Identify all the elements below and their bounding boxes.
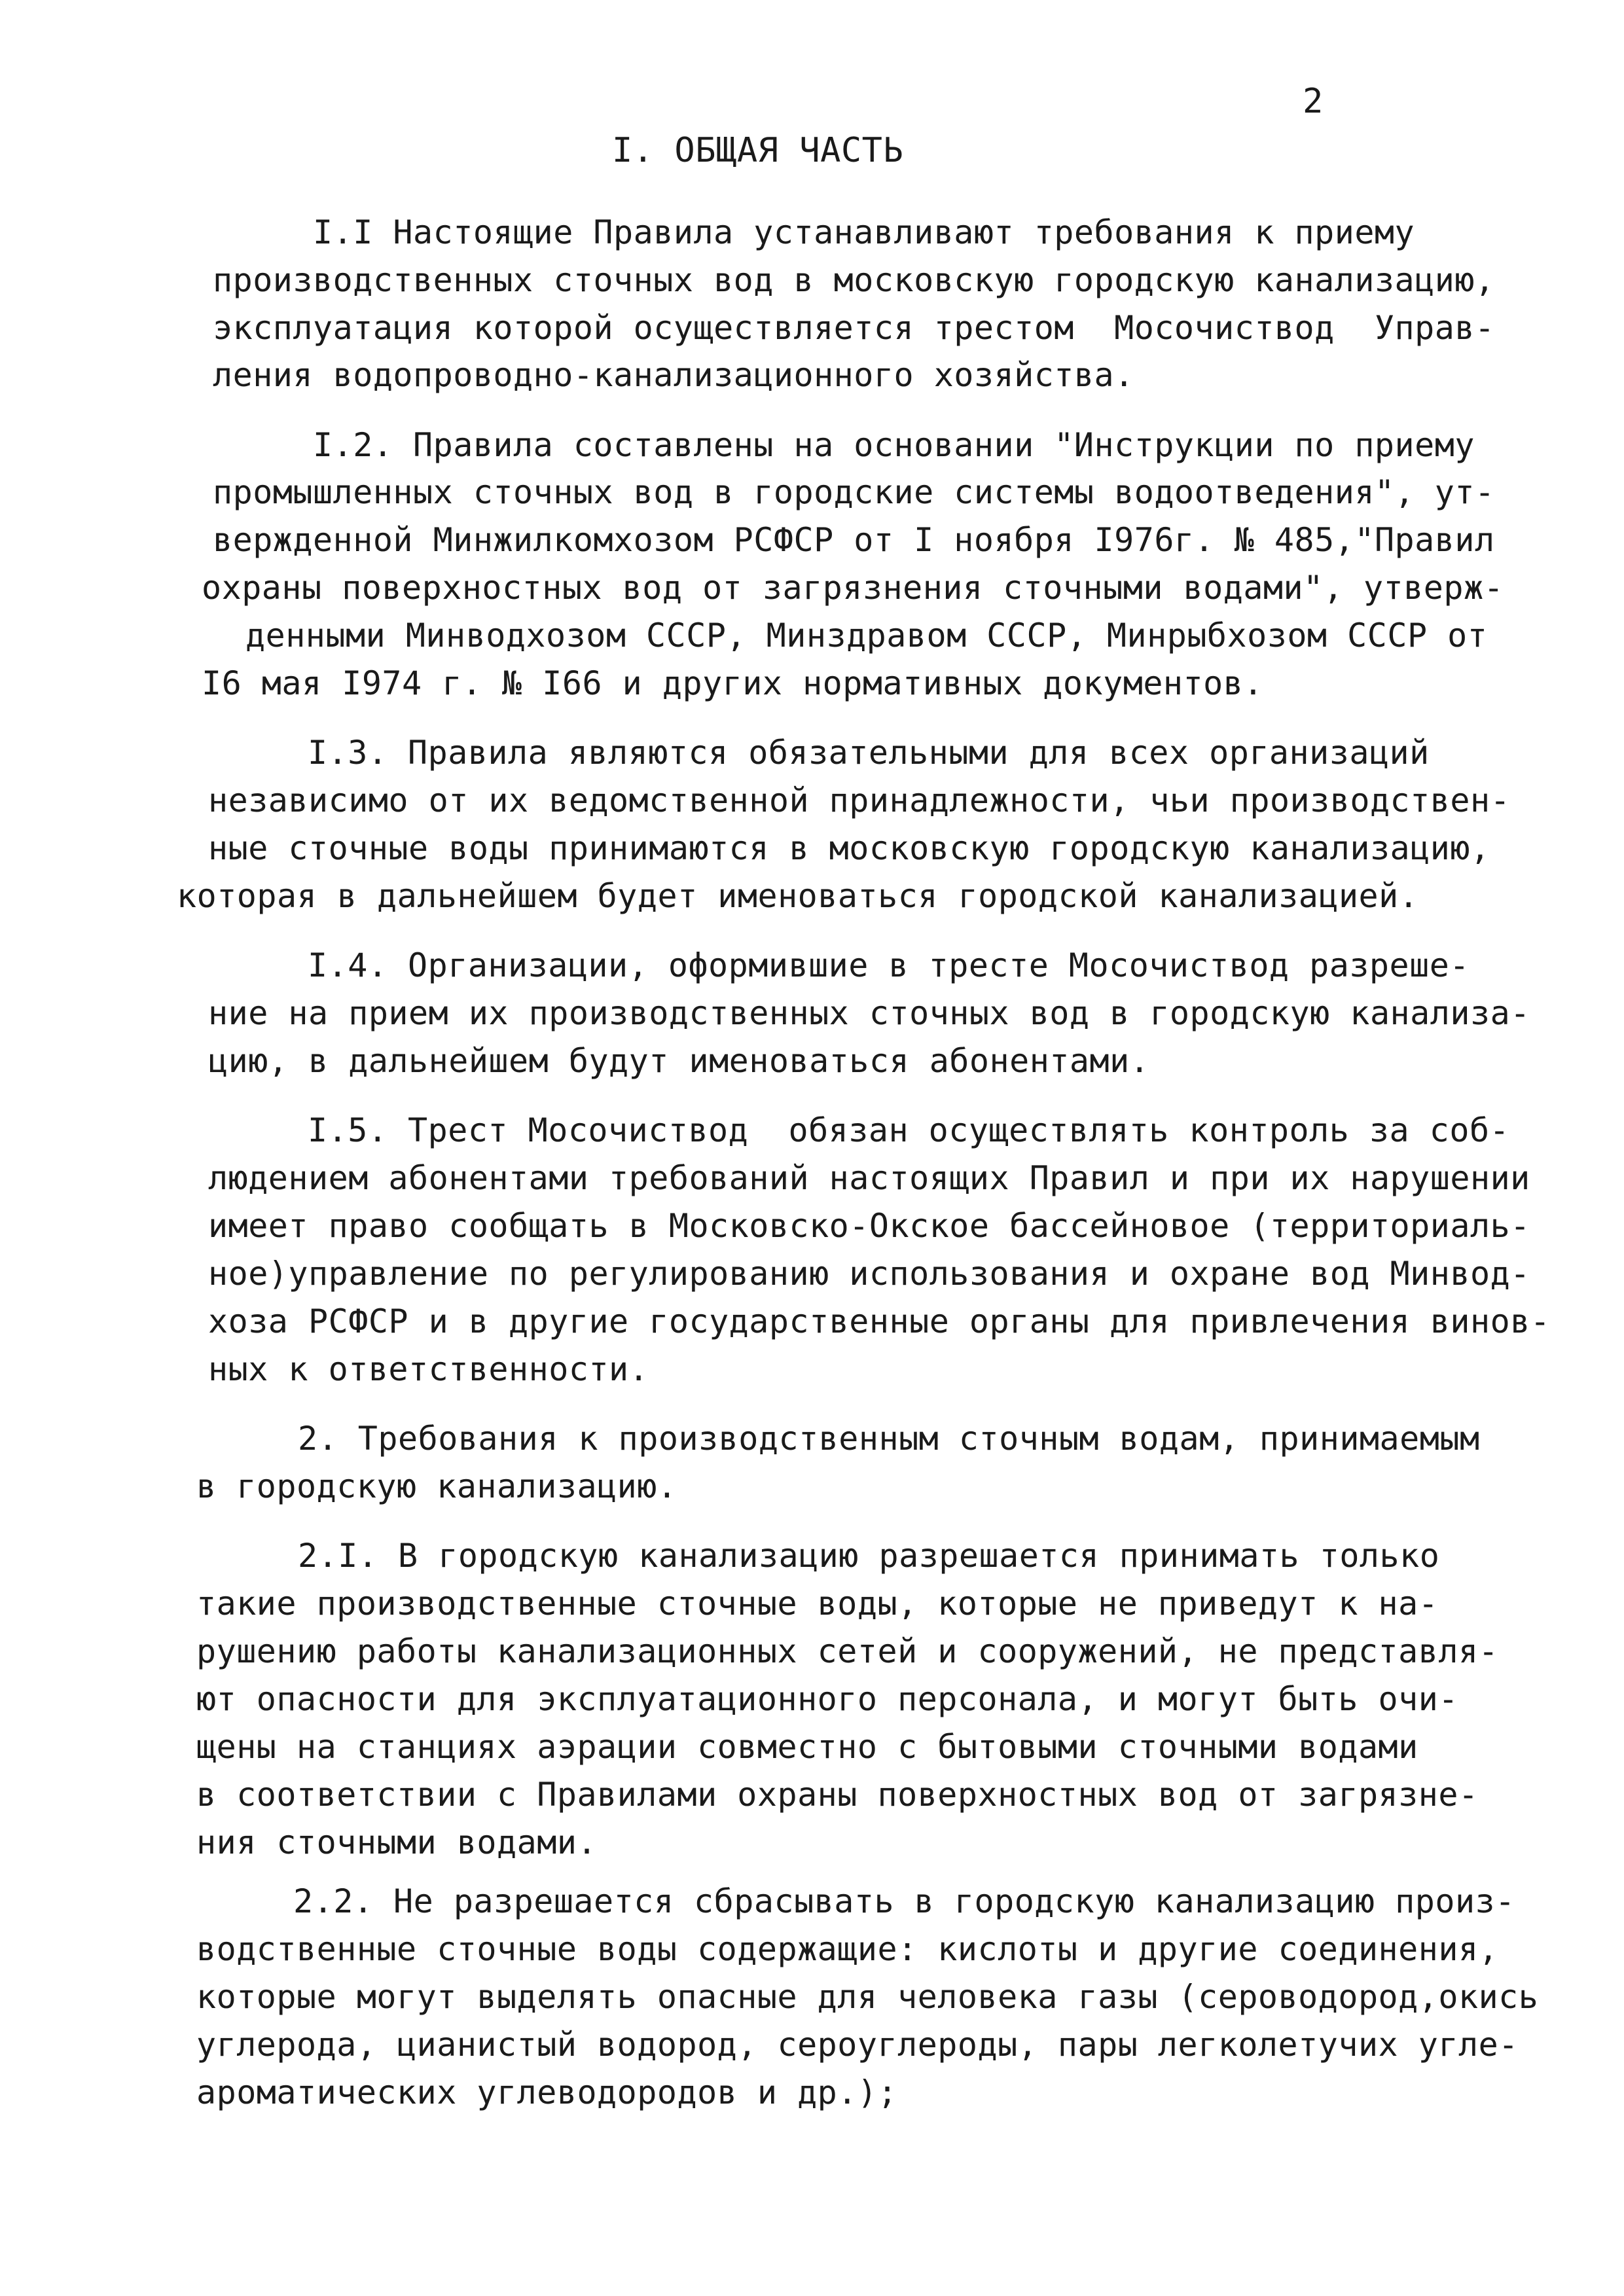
text-line: I6 мая I974 г. № I66 и других нормативных документов.: [202, 664, 1263, 702]
text-line: водственные сточные воды содержащие: кислоты и другие соединения,: [196, 1930, 1499, 1968]
text-line: I.I Настоящие Правила устанавливают требования к приему: [313, 213, 1415, 251]
text-line: в городскую канализацию.: [196, 1467, 677, 1505]
text-line: независимо от их ведомственной принадлежности, чьи производствен-: [208, 781, 1511, 819]
text-line: ное)управление по регулированию использования и охране вод Минвод-: [208, 1255, 1530, 1293]
text-line: имеет право сообщать в Московско-Окское бассейновое (территориаль-: [208, 1207, 1530, 1245]
text-line: ние на прием их производственных сточных вод в городскую канализа-: [208, 994, 1530, 1032]
text-line: промышленных сточных вод в городские системы водоотведения", ут-: [213, 473, 1495, 511]
text-line: 2.2. Не разрешается сбрасывать в городскую канализацию произ-: [293, 1882, 1515, 1920]
text-line: 2. Требования к производственным сточным водам, принимаемым: [298, 1420, 1480, 1458]
section-heading: I. ОБЩАЯ ЧАСТЬ: [612, 131, 904, 170]
text-line: I.4. Организации, оформившие в тресте Мосочиствод разреше-: [308, 946, 1470, 984]
text-line: такие производственные сточные воды, которые не приведут к на-: [196, 1585, 1439, 1623]
text-line: в соответствии с Правилами охраны поверхностных вод от загрязне-: [196, 1776, 1479, 1814]
text-line: ют опасности для эксплуатационного персонала, и могут быть очи-: [196, 1680, 1458, 1718]
text-line: которые могут выделять опасные для человека газы (сероводород,окись: [196, 1978, 1539, 2016]
text-line: I.5. Трест Мосочиствод обязан осуществлять контроль за соб-: [308, 1111, 1510, 1149]
text-line: вержденной Минжилкомхозом РСФСР от I ноября I976г. № 485,"Правил: [213, 521, 1495, 559]
text-line: ления водопроводно-канализационного хозяйства.: [213, 356, 1134, 394]
text-line: I.2. Правила составлены на основании "Инструкции по приему: [313, 426, 1475, 464]
text-line: людением абонентами требований настоящих Правил и при их нарушении: [208, 1159, 1530, 1197]
text-line: денными Минводхозом СССР, Минздравом СССР, Минрыбхозом СССР от: [245, 617, 1488, 655]
text-line: цию, в дальнейшем будут именоваться абонентами.: [208, 1042, 1150, 1080]
text-line: которая в дальнейшем будет именоваться городской канализацией.: [177, 877, 1419, 915]
text-line: ароматических углеводородов и др.);: [196, 2073, 898, 2111]
text-line: производственных сточных вод в московскую городскую канализацию,: [213, 261, 1495, 299]
text-line: ных к ответственности.: [208, 1350, 649, 1388]
text-line: хоза РСФСР и в другие государственные органы для привлечения винов-: [208, 1302, 1551, 1340]
text-line: ния сточными водами.: [196, 1823, 598, 1861]
text-line: 2.I. В городскую канализацию разрешается принимать только: [298, 1537, 1440, 1575]
text-line: углерода, цианистый водород, сероуглероды, пары легколетучих угле-: [196, 2026, 1519, 2064]
page-number: 2: [1303, 82, 1324, 121]
text-line: I.3. Правила являются обязательными для всех организаций: [308, 734, 1430, 772]
text-line: охраны поверхностных вод от загрязнения сточными водами", утверж-: [202, 569, 1504, 607]
text-line: щены на станциях аэрации совместно с бытовыми сточными водами: [196, 1728, 1418, 1766]
text-line: рушению работы канализационных сетей и сооружений, не представля-: [196, 1632, 1499, 1670]
text-line: эксплуатация которой осуществляется трестом Мосочиствод Управ-: [213, 309, 1495, 347]
text-line: ные сточные воды принимаются в московскую городскую канализацию,: [208, 829, 1490, 867]
